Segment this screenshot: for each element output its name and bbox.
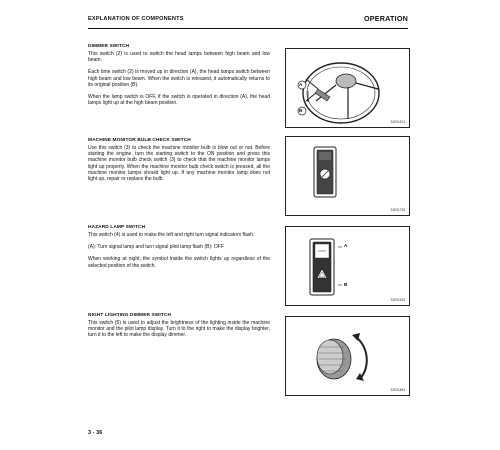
- bulb-check-switch-title: MACHINE MONITOR BULB CHECK SWITCH: [88, 138, 191, 143]
- paragraph: When the lamp switch is OFF, if the switch is operated in direction (A), the head lamps light up at the high beam position.: [88, 94, 270, 107]
- bulb-check-switch-text: [88, 145, 270, 188]
- figure-label-a: A: [344, 243, 348, 248]
- page-number: 3 - 36: [88, 430, 103, 436]
- bulb-check-switch-illustration: [286, 137, 409, 215]
- paragraph: This switch (2) is used to switch the head lamps between high beam and low beam.: [88, 51, 270, 64]
- night-lighting-dimmer-figure: [285, 316, 410, 396]
- page-header: [88, 14, 408, 29]
- dimmer-switch-figure: [285, 48, 410, 128]
- hazard-lamp-switch-text: [88, 232, 270, 275]
- figure-code: 9JE01874: [390, 120, 405, 124]
- figure-label-b: B: [299, 108, 303, 113]
- figure-code: 9JE01884: [390, 388, 405, 392]
- figure-label-a: A: [299, 82, 303, 87]
- bulb-check-switch-figure: [285, 136, 410, 216]
- paragraph: This switch (5) is used to adjust the brightness of the lighting inside the machine monitor and the pilot lamp display. Turn it to the right to make the display brighter, turn it to the left to make the display dimmer.: [88, 320, 270, 339]
- hazard-lamp-switch-title: HAZARD LAMP SWITCH: [88, 225, 146, 230]
- figure-code: 9JE01815: [390, 298, 405, 302]
- night-lighting-dimmer-title: NIGHT LIGHTING DIMMER SWITCH: [88, 313, 172, 318]
- dimmer-switch-title: DIMMER SWITCH: [88, 44, 130, 49]
- paragraph: When working at night, the symbol inside the switch lights up regardless of the selected position of the switch.: [88, 256, 270, 269]
- steering-wheel-illustration: [286, 49, 409, 127]
- paragraph: (A): Turn signal lamp and turn signal pilot lamp flash (B): OFF: [88, 244, 224, 251]
- dimmer-switch-text: [88, 51, 270, 112]
- header-chapter-title: OPERATION: [364, 14, 408, 23]
- figure-code: 9JE01729: [390, 208, 405, 212]
- paragraph: Each time switch (2) is moved up in direction (A), the head lamps switch between high beam and low beam. When the switch is released, it automatically returns to its original position (B).: [88, 69, 270, 88]
- header-section-title: EXPLANATION OF COMPONENTS: [88, 16, 184, 22]
- dimmer-knob-illustration: [286, 317, 409, 395]
- hazard-lamp-switch-figure: [285, 226, 410, 306]
- paragraph: This switch (4) is used to make the left and right turn signal indicators flash.: [88, 232, 255, 238]
- night-lighting-dimmer-text: [88, 320, 270, 345]
- figure-label-b: B: [344, 282, 348, 287]
- paragraph: Use this switch (3) to check the machine monitor bulb is blow out or not. Before starting the engine, turn the starting switch to the ON position and press this machine monitor bulb check switch (3) to check that the machine monitor lamps light up properly. When the machine monitor bulb check switch is pressed, all the machine monitor lamps should light up. If any machine monitor lamp does not light up, repair or replace the bulb.: [88, 145, 270, 183]
- hazard-switch-illustration: [286, 227, 409, 305]
